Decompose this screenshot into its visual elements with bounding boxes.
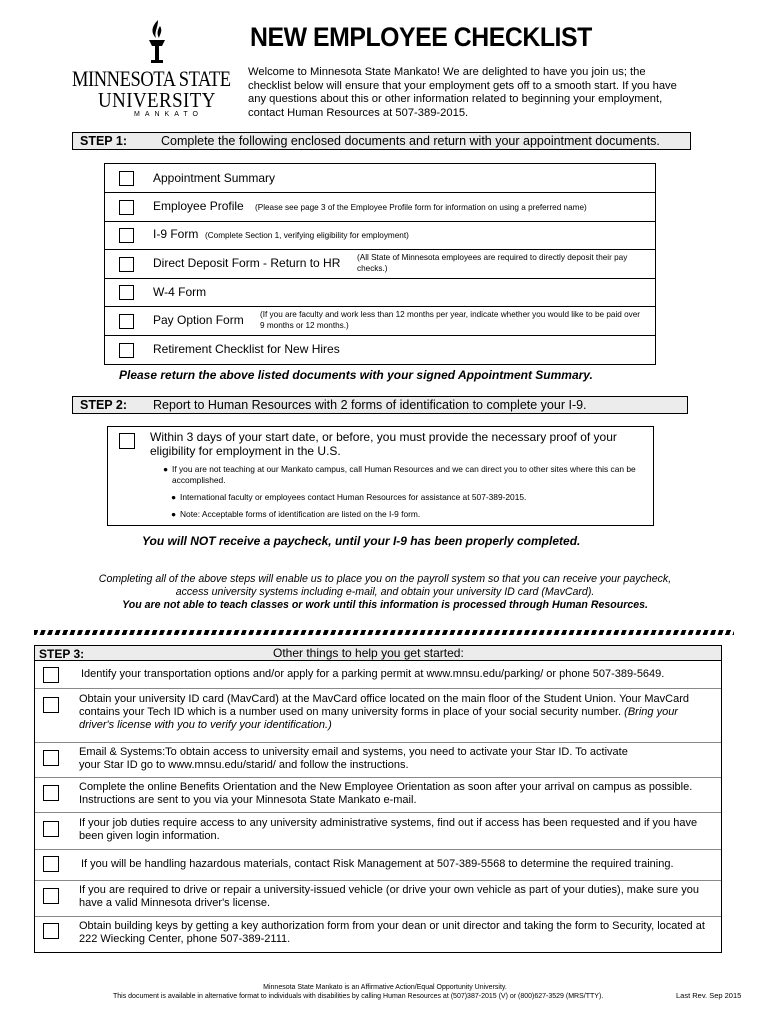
item-note: (If you are faculty and work less than 12 months per year, indicate whether you would like to be paid over 9 months or 12 months.) (260, 310, 641, 330)
completion-line1: Completing all of the above steps will enable us to place you on the payroll system so that you can receive your paycheck, (98, 573, 672, 585)
checkbox[interactable] (119, 200, 134, 215)
footer-line1: Minnesota State Mankato is an Affirmative Action/Equal Opportunity University. (263, 984, 507, 991)
bullet-icon: ● (171, 492, 177, 502)
checkbox[interactable] (43, 888, 59, 904)
checkbox[interactable] (43, 785, 59, 801)
item-label: Retirement Checklist for New Hires (153, 342, 340, 356)
step2-label: STEP 2: (80, 398, 128, 412)
step2-box-text: Within 3 days of your start date, or before, you must provide the necessary proof of your eligibility for employment in the U.S. (150, 430, 617, 458)
item-text-wrap (79, 693, 713, 732)
item-label: Appointment Summary (153, 171, 276, 185)
list-item (105, 193, 655, 222)
item-text: If you are required to drive or repair a university-issued vehicle (or drive your own vehicle as part of your duties), make sure you have a valid Minnesota driver's license. (79, 884, 699, 909)
welcome-text: Welcome to Minnesota State Mankato! We are delighted to have you join us; the checklist below will ensure that your employment gets off to a smooth start. If you have any questions about this or other information related to beginning your employment, contact Human Resources at 507-389-2015. (248, 66, 677, 119)
item-note: (Complete Section 1, verifying eligibility for employment) (205, 231, 409, 240)
checkbox[interactable] (43, 821, 59, 837)
item-note: (Please see page 3 of the Employee Profile form for information on using a preferred name) (255, 203, 587, 212)
step2-box (107, 426, 654, 526)
checkbox[interactable] (119, 433, 135, 449)
checkbox[interactable] (119, 285, 134, 300)
checkbox[interactable] (119, 228, 134, 243)
step3-text: Other things to help you get started: (273, 646, 464, 660)
torch-icon (144, 18, 170, 66)
list-item (105, 336, 655, 364)
checkbox[interactable] (119, 343, 134, 358)
bullet-text: Note: Acceptable forms of identification are listed on the I-9 form. (180, 509, 421, 519)
item-label: Direct Deposit Form - Return to HR (153, 256, 341, 270)
checkbox[interactable] (43, 750, 59, 766)
item-text: Obtain your university ID card (MavCard) at the MavCard office located on the main floor of the Student Union. Your MavCard contains your Tech ID which is a number used on many university forms in place of your social security number. (79, 693, 689, 718)
logo-line2: UNIVERSITY (98, 88, 216, 112)
logo-line1: MINNESOTA STATE (72, 66, 231, 91)
step2-footer: You will NOT receive a paycheck, until your I-9 has been properly completed. (142, 534, 581, 548)
checkbox[interactable] (119, 257, 134, 272)
checkbox[interactable] (43, 667, 59, 683)
step3-label: STEP 3: (39, 647, 85, 661)
item-text: Email & Systems:To obtain access to university email and systems, you need to activate your Star ID. To activate your Star ID go to www.mnsu.edu/starid/ and follow the instructions. (79, 746, 628, 771)
item-label: W-4 Form (153, 285, 207, 299)
bullet-icon: ● (171, 509, 177, 519)
checkbox[interactable] (43, 856, 59, 872)
revision-date: Last Rev. Sep 2015 (676, 991, 742, 1000)
list-item (105, 307, 655, 336)
step2-text: Report to Human Resources with 2 forms of identification to complete your I-9. (153, 398, 587, 412)
item-note: (All State of Minnesota employees are required to directly deposit their pay checks.) (357, 253, 628, 273)
item-text: If you will be handling hazardous materials, contact Risk Management at 507-389-5568 to determine the required training. (81, 858, 674, 870)
item-label: I-9 Form (153, 227, 199, 241)
completion-line2: access university systems including e-mail, and obtain your university ID card (MavCard). (175, 586, 595, 598)
step3-box (34, 645, 722, 953)
list-item (171, 492, 650, 503)
step3-header (35, 646, 721, 661)
step1-text: Complete the following enclosed documents and return with your appointment documents. (161, 134, 660, 148)
list-item (35, 743, 721, 778)
item-italic-text: (Bring your driver's license with you to verify your identification.) (79, 706, 678, 731)
page-title: NEW EMPLOYEE CHECKLIST (250, 22, 592, 52)
list-item (35, 661, 721, 689)
list-item (163, 464, 642, 486)
list-item (105, 250, 655, 279)
checkbox[interactable] (119, 314, 134, 329)
bullet-text: If you are not teaching at our Mankato campus, call Human Resources and we can direct you to other sites where this can be accomplished. (172, 464, 636, 485)
list-item (35, 778, 721, 813)
list-item (35, 813, 721, 850)
completion-line3: You are not able to teach classes or work until this information is processed through Human Resources. (122, 599, 648, 611)
item-text: Identify your transportation options and/or apply for a parking permit at www.mnsu.edu/parking/ or phone 507-389-5649. (81, 668, 665, 680)
item-text: Complete the online Benefits Orientation and the New Employee Orientation as soon after your arrival on campus as possible. Instructions are sent to you via your Minnesota State Mankato e-mail. (79, 781, 693, 806)
step1-bar (72, 132, 691, 150)
checkbox[interactable] (43, 923, 59, 939)
list-item (105, 164, 655, 193)
list-item (35, 850, 721, 881)
list-item (35, 881, 721, 917)
step2-bar (72, 396, 688, 414)
list-item (171, 509, 650, 520)
list-item (35, 917, 721, 951)
step1-list (104, 163, 656, 365)
list-item (35, 689, 721, 743)
bullet-icon: ● (163, 464, 169, 474)
bullet-text: International faculty or employees contact Human Resources for assistance at 507-389-2015. (180, 492, 527, 502)
checkbox[interactable] (43, 697, 59, 713)
university-logo (72, 18, 242, 122)
item-label: Pay Option Form (153, 313, 244, 327)
list-item (105, 222, 655, 250)
logo-line3: MANKATO (134, 111, 203, 118)
footer-line2: This document is available in alternative format to individuals with disabilities by calling Human Resources at (507)387-2015 (V) or (800)627-3529 (MRS/TTY). (113, 993, 604, 1000)
item-label: Employee Profile (153, 199, 244, 213)
step1-label: STEP 1: (80, 134, 128, 148)
item-text: If your job duties require access to any university administrative systems, find out if access has been requested and if you have been given login information. (79, 817, 698, 842)
checkbox[interactable] (119, 171, 134, 186)
dashed-divider (34, 630, 734, 635)
list-item (105, 279, 655, 307)
item-text: Obtain building keys by getting a key authorization form from your dean or unit director and taking the form to Security, located at 222 Wiecking Center, phone 507-389-2111. (79, 920, 705, 945)
step1-footer: Please return the above listed documents with your signed Appointment Summary. (119, 368, 593, 382)
